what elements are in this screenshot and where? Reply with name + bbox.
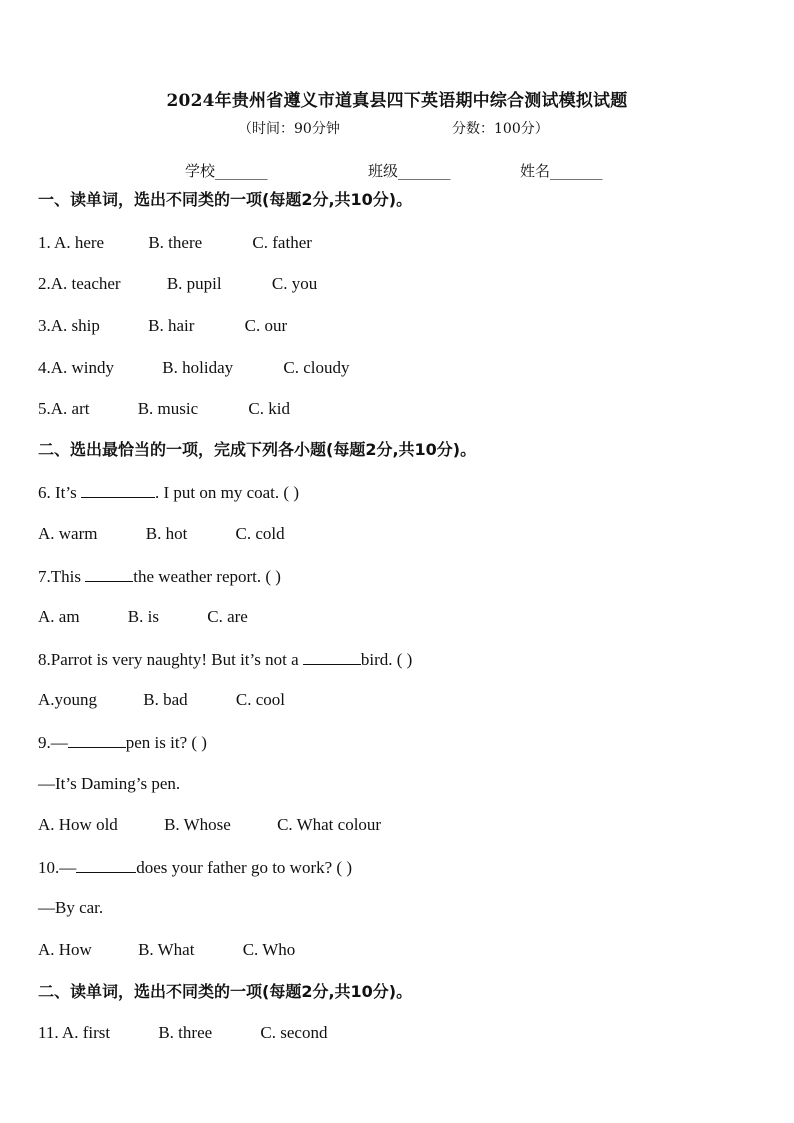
q4-option-b[interactable]: B. holiday xyxy=(162,358,234,377)
question-10-stem xyxy=(38,856,352,879)
q6-option-c[interactable]: C. cold xyxy=(235,524,285,543)
section-2-heading: 二、选出最恰当的一项，完成下列各小题(每题2分,共10分)。 xyxy=(38,440,477,459)
q6-option-a[interactable]: A. warm xyxy=(38,524,98,543)
q9-option-c[interactable]: C. What colour xyxy=(277,815,382,834)
name-field[interactable]: 姓名_______ xyxy=(520,162,603,180)
q10-option-b[interactable]: B. What xyxy=(138,940,195,959)
q1-option-b[interactable]: B. there xyxy=(148,233,203,252)
q3-option-c[interactable]: C. our xyxy=(244,316,288,335)
question-5 xyxy=(38,398,290,420)
q8-stem-start: 8.Parrot is very naughty! But it’s not a xyxy=(38,650,299,669)
q11-option-b[interactable]: B. three xyxy=(158,1023,213,1042)
q11-option-c[interactable]: C. second xyxy=(260,1023,328,1042)
question-8-stem xyxy=(38,648,412,671)
question-11 xyxy=(38,1022,327,1044)
class-field[interactable]: 班级_______ xyxy=(368,162,451,180)
q8-option-b[interactable]: B. bad xyxy=(143,690,188,709)
q10-stem-end: does your father go to work? ( ) xyxy=(136,858,352,877)
q9-stem-end: pen is it? ( ) xyxy=(125,733,207,752)
q2-option-b[interactable]: B. pupil xyxy=(166,274,222,293)
q8-stem-end: bird. ( ) xyxy=(360,650,413,669)
q10-stem-start: 10.— xyxy=(38,858,77,877)
q6-stem-end: . I put on my coat. ( ) xyxy=(154,483,299,502)
q10-blank[interactable] xyxy=(76,856,136,873)
q11-option-a[interactable]: 11. A. first xyxy=(38,1023,111,1042)
q8-option-a[interactable]: A.young xyxy=(38,690,98,709)
section-3-heading: 二、读单词，选出不同类的一项(每题2分,共10分)。 xyxy=(38,982,413,1001)
exam-title: 2024年贵州省遵义市道真县四下英语期中综合测试模拟试题 xyxy=(166,91,628,111)
q7-stem-start: 7.This xyxy=(38,567,81,586)
q2-option-a[interactable]: 2.A. teacher xyxy=(38,274,121,293)
q7-blank[interactable] xyxy=(85,565,133,582)
school-field[interactable]: 学校_______ xyxy=(185,162,268,180)
question-10-reply: —By car. xyxy=(38,898,104,917)
question-3 xyxy=(38,315,287,337)
q6-stem-start: 6. It’s xyxy=(38,483,77,502)
question-2 xyxy=(38,273,317,295)
q4-option-a[interactable]: 4.A. windy xyxy=(38,358,115,377)
question-9-stem xyxy=(38,731,207,754)
q7-option-c[interactable]: C. are xyxy=(207,607,248,626)
time-limit: （时间：90分钟 xyxy=(238,121,340,137)
question-6-options xyxy=(38,523,285,545)
q1-option-a[interactable]: 1. A. here xyxy=(38,233,105,252)
q7-option-b[interactable]: B. is xyxy=(127,607,159,626)
q7-option-a[interactable]: A. am xyxy=(38,607,80,626)
q9-option-a[interactable]: A. How old xyxy=(38,815,118,834)
question-7-options xyxy=(38,606,248,628)
question-10-options xyxy=(38,939,295,961)
question-9-options xyxy=(38,814,381,836)
q8-option-c[interactable]: C. cool xyxy=(235,690,286,709)
q5-option-c[interactable]: C. kid xyxy=(248,399,290,418)
q3-option-b[interactable]: B. hair xyxy=(148,316,195,335)
question-1 xyxy=(38,232,312,254)
q10-option-a[interactable]: A. How xyxy=(38,940,92,959)
question-4 xyxy=(38,357,349,379)
q1-option-c[interactable]: C. father xyxy=(252,233,312,252)
q9-blank[interactable] xyxy=(68,731,126,748)
section-1-heading: 一、读单词，选出不同类的一项(每题2分,共10分)。 xyxy=(38,190,413,209)
question-9-reply: —It’s Daming’s pen. xyxy=(38,774,181,793)
q7-stem-end: the weather report. ( ) xyxy=(133,567,281,586)
q5-option-b[interactable]: B. music xyxy=(137,399,199,418)
question-8-options xyxy=(38,689,285,711)
q3-option-a[interactable]: 3.A. ship xyxy=(38,316,100,335)
q2-option-c[interactable]: C. you xyxy=(271,274,318,293)
q4-option-c[interactable]: C. cloudy xyxy=(283,358,350,377)
q5-option-a[interactable]: 5.A. art xyxy=(38,399,90,418)
q9-option-b[interactable]: B. Whose xyxy=(164,815,231,834)
question-7-stem xyxy=(38,565,281,588)
question-6-stem xyxy=(38,481,299,504)
q10-option-c[interactable]: C. Who xyxy=(242,940,296,959)
q9-stem-start: 9.— xyxy=(38,733,68,752)
q6-option-b[interactable]: B. hot xyxy=(145,524,188,543)
q8-blank[interactable] xyxy=(303,648,361,665)
total-score: 分数：100分） xyxy=(452,121,549,137)
q6-blank[interactable] xyxy=(81,481,155,498)
